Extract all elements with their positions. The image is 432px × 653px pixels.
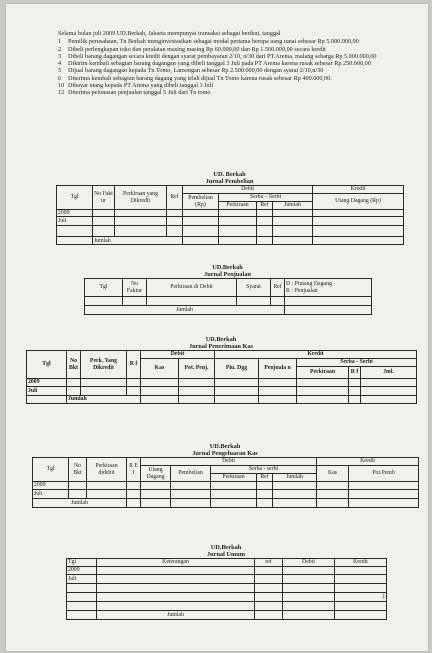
col-perkiraan: Perkiraan didebit bbox=[87, 458, 127, 482]
col-kredit: Kredit bbox=[215, 351, 417, 359]
col-no-bukti: No Bkt bbox=[69, 458, 87, 482]
col-kredit: Kredit bbox=[317, 458, 419, 466]
item-text: Dikirim kembali sebagian barang dagangan yang dibeli tanggal 3 Juli pada PT Arema karena rusak sebesar Rp 250.000,00 bbox=[68, 60, 371, 68]
item-text: Dibayar utang kepada PT Arema yang dibeli tanggal 3 Juli bbox=[68, 82, 214, 90]
col-debit: Debit bbox=[283, 559, 335, 567]
total-label: Jumlah bbox=[97, 611, 255, 620]
jurnal-penjualan-table bbox=[84, 278, 372, 315]
month-cell: Juli bbox=[57, 217, 93, 226]
list-item bbox=[58, 82, 398, 89]
col-perkiraan: Perkiraan yang Dikredit bbox=[115, 186, 167, 210]
col-kredit: Kredit bbox=[335, 559, 387, 567]
col-kas: Kas bbox=[317, 466, 349, 482]
col-perkiraan-sub: Perkiraan bbox=[211, 474, 257, 482]
col-ref: Ref bbox=[167, 186, 183, 210]
transaction-list bbox=[58, 30, 398, 97]
item-number: 3 bbox=[58, 52, 62, 60]
item-number: 4 bbox=[58, 60, 62, 68]
item-number: 1 bbox=[58, 38, 62, 46]
journal-title: Jurnal Penerimaan Kas bbox=[188, 343, 254, 350]
year-cell: 2009 bbox=[67, 567, 97, 575]
col-keterangan: Keterangan bbox=[97, 559, 255, 567]
company-name: UD.Berkah bbox=[209, 443, 241, 450]
list-item bbox=[58, 53, 398, 60]
col-jumlah-sub: Jumlah bbox=[273, 474, 317, 482]
col-ref-sub: R f bbox=[349, 367, 361, 379]
label-kredit: K : Penjualan bbox=[286, 287, 318, 294]
col-tgl: Tgl bbox=[27, 351, 67, 379]
col-ref-sub: Ref bbox=[257, 202, 273, 210]
journal-title: Jurnal Umum bbox=[207, 551, 245, 558]
col-ref: R E f bbox=[127, 458, 141, 482]
jurnal-pembelian bbox=[56, 171, 403, 245]
label-debit: D : Piutang Dagang bbox=[286, 281, 332, 288]
col-tgl: Tgl bbox=[33, 458, 69, 482]
year-cell: 2009 bbox=[33, 482, 69, 490]
item-number: 12 bbox=[58, 89, 65, 97]
list-item bbox=[58, 38, 398, 45]
jurnal-umum-table bbox=[66, 558, 387, 620]
year-cell: 2009 bbox=[57, 210, 93, 217]
col-ref: R f bbox=[127, 351, 141, 379]
jurnal-pengeluaran-table bbox=[32, 457, 419, 508]
item-text: Dibeli perlengkapan toko dan peralatan masing masing Rp 60.000,00 dan Rp 1.500.000,00 secara kredit bbox=[68, 45, 326, 53]
item-text: Dijual barang dagangan kepada Tn.Tomo, Lamongan sebesar Rp 2.500.000,00 dengan syarat 2/10,n/30 bbox=[68, 67, 324, 75]
col-perkiraan: Perkiraan di Debit bbox=[147, 279, 237, 297]
col-utang-dagang: Utang Dagang (Rp) bbox=[313, 194, 404, 210]
col-utang-dagang: Utang Dagang bbox=[141, 466, 171, 482]
list-item bbox=[58, 60, 398, 67]
item-number: 2. bbox=[58, 45, 63, 53]
col-piutang: Piu. Dgg bbox=[215, 359, 259, 379]
col-jumlah-sub: Jumlah bbox=[273, 202, 313, 210]
journal-title: Jurnal Pembelian bbox=[205, 178, 254, 185]
col-ref-sub: Ref bbox=[257, 474, 273, 482]
col-debit: Debit bbox=[141, 351, 215, 359]
total-label: Jumlah bbox=[67, 396, 141, 404]
col-syarat: Syarat bbox=[237, 279, 271, 297]
month-cell: Juli bbox=[33, 490, 69, 499]
jurnal-penerimaan-table bbox=[26, 350, 417, 404]
col-pot-penj: Pot. Penj. bbox=[179, 359, 215, 379]
list-item bbox=[58, 67, 398, 74]
company-name: UD.Berkah bbox=[205, 336, 237, 343]
col-jml-sub: Jml. bbox=[361, 367, 417, 379]
jurnal-umum bbox=[66, 544, 386, 620]
col-no-bukti: No Bkt bbox=[67, 351, 81, 379]
col-perkiraan-sub: Perkiraan bbox=[219, 202, 257, 210]
item-text: Diterima pelunasan penjualan tanggal 5 Juli dari Tn tomo bbox=[68, 89, 211, 97]
item-number: 10 bbox=[58, 82, 65, 90]
list-item bbox=[58, 75, 398, 82]
year-cell: 2009 bbox=[27, 379, 67, 387]
col-pembelian: Pembelian (Rp) bbox=[183, 194, 219, 210]
jurnal-penjualan bbox=[84, 264, 371, 315]
col-perkiraan: Perk. Yang Dikredit bbox=[81, 351, 127, 379]
col-serba: Serba – Serbi bbox=[219, 194, 313, 202]
col-kredit: Kredit bbox=[313, 186, 404, 194]
col-perkiraan-sub: Perkiraan bbox=[297, 367, 349, 379]
intro-text: Selama bulan juli 2009 UD.Berkah, Jakarta mempunyai transaksi sebagai berikut, tanggal bbox=[58, 30, 281, 37]
company-name: UD.Berkah bbox=[210, 544, 242, 551]
jurnal-pembelian-table bbox=[56, 185, 404, 245]
item-number: 5 bbox=[58, 67, 62, 75]
col-serba: Serba - Serbi bbox=[297, 359, 417, 367]
col-no-faktur: No Faktur bbox=[123, 279, 147, 297]
jurnal-penerimaan-kas bbox=[26, 336, 416, 404]
col-pembelian: Pembelian bbox=[171, 466, 211, 482]
journal-title: Jurnal Penjualan bbox=[204, 271, 251, 278]
col-debit: Debit bbox=[141, 458, 317, 466]
list-item bbox=[58, 46, 398, 53]
col-tgl: Tgl bbox=[67, 559, 97, 567]
total-label: Jumlah bbox=[93, 237, 183, 245]
total-label: Jumlah bbox=[33, 499, 127, 508]
journal-title: Jurnal Pengeluaran Kas bbox=[192, 450, 258, 457]
col-no-faktur: No Fakt ur bbox=[93, 186, 115, 210]
col-pot-pemb: Pot.Pemb bbox=[349, 466, 419, 482]
company-name: UD. Berkah bbox=[213, 171, 246, 178]
item-text: Diterima kembali sebagian barang dagang yang telah dijual Tn Tomo karena rusak sebesar Rp 400.000,00. bbox=[68, 74, 332, 82]
list-item bbox=[58, 89, 398, 96]
col-ref: Ref bbox=[271, 279, 285, 297]
item-text: Dibeli barang dagangan secara kredit dengan syarat pembayaran 2/10, n/30 dari PT.Arema, malang seharga Rp 5.000.000,00 bbox=[68, 52, 377, 60]
col-tgl: Tgl bbox=[57, 186, 93, 210]
month-cell: Juli bbox=[67, 575, 97, 584]
item-number: 6 bbox=[58, 74, 62, 82]
col-ref: ref bbox=[255, 559, 283, 567]
col-serba: Serba - serbi bbox=[211, 466, 317, 474]
company-name: UD.Berkah bbox=[212, 264, 243, 271]
items-list bbox=[58, 38, 398, 96]
col-kas: Kas bbox=[141, 359, 179, 379]
col-penjualan: Penjuala n bbox=[259, 359, 297, 379]
jurnal-pengeluaran-kas bbox=[32, 443, 418, 508]
month-cell: Juli bbox=[27, 387, 67, 396]
total-label: Jumlah bbox=[85, 306, 285, 315]
col-tgl: Tgl bbox=[85, 279, 123, 297]
item-text: Pemilik perusahaan, Tn Berkah menginvestasikan sebagai modal pertama berupa uang tunai sebesar Rp 5.000.000,00 bbox=[68, 38, 359, 46]
col-debit: Debit bbox=[183, 186, 313, 194]
handwritten-mark: ‡ bbox=[335, 593, 387, 602]
col-debit-kredit bbox=[285, 279, 372, 297]
